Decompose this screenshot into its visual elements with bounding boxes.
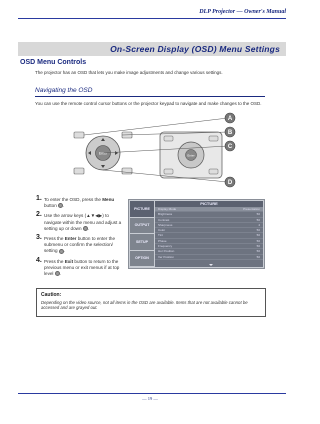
steps-list xyxy=(36,197,122,281)
callout-dot-icon xyxy=(83,226,88,231)
callout-d: D xyxy=(227,180,233,187)
footer-rule xyxy=(18,393,286,394)
osd-menu-screenshot xyxy=(128,199,265,269)
osd-menu-row[interactable]: Tint 50 xyxy=(155,233,263,238)
osd-controls-heading: OSD Menu Controls xyxy=(20,59,87,66)
osd-tab-picture[interactable]: PICTURE xyxy=(130,201,154,218)
osd-menu-row[interactable]: Frequency 50 xyxy=(155,244,263,249)
caution-text: Depending on the video source, not all items in the OSD are available. Items that are not available cannot be accessed and are grayed out. xyxy=(41,300,248,311)
running-header: DLP Projector — Owner's Manual xyxy=(199,9,286,15)
osd-menu-row[interactable]: Display Mode Presentation xyxy=(155,207,263,212)
callout-dot-icon xyxy=(55,271,60,276)
osd-menu-row[interactable]: Hor Position 50 xyxy=(155,249,263,254)
osd-tab-column xyxy=(130,201,154,267)
osd-picture-panel xyxy=(155,201,263,267)
osd-tab-option[interactable]: OPTION xyxy=(130,251,154,268)
page-number: — 19 — xyxy=(142,396,158,401)
osd-panel-title: PICTURE xyxy=(155,201,263,207)
osd-menu-row[interactable]: Brightness 50 xyxy=(155,212,263,217)
scroll-down-arrow-icon[interactable] xyxy=(209,264,213,266)
navigating-text: You can use the remote control cursor buttons or the projector keypad to navigate and make changes to the OSD. xyxy=(35,101,262,106)
step-4: 4. Press the Exit button to return to the previous menu or exit menus if at top level . xyxy=(36,256,120,277)
section-title: On-Screen Display (OSD) Menu Settings xyxy=(110,44,280,54)
osd-menu-row[interactable]: Ver Position 50 xyxy=(155,255,263,260)
remote-keypad-diagram xyxy=(60,112,240,192)
step-2: 2. Use the arrow keys (▲▼◀▶) to navigate within the menu and adjust a setting up or down . xyxy=(36,211,122,231)
caution-title: Caution: xyxy=(41,292,62,298)
section-banner xyxy=(18,42,286,56)
osd-menu-row[interactable]: Color 50 xyxy=(155,228,263,233)
navigating-rule xyxy=(35,96,265,97)
osd-menu-row[interactable]: Phase 50 xyxy=(155,239,263,244)
step-3: 3. Press the Enter button to enter the submenu or confirm the selection/ setting . xyxy=(36,234,116,254)
osd-tab-setup[interactable]: SETUP xyxy=(130,234,154,251)
keypad-enter-label: Enter xyxy=(187,153,195,158)
callout-dot-icon xyxy=(59,249,64,254)
callout-c: C xyxy=(227,144,233,151)
step-1: 1. To enter the OSD, press the Menu button . xyxy=(36,195,115,209)
projector-keypad xyxy=(160,132,222,178)
osd-menu-row[interactable]: Contrast 50 xyxy=(155,218,263,223)
callout-b: B xyxy=(227,130,233,137)
caution-box xyxy=(36,288,266,317)
callout-a: A xyxy=(227,116,233,123)
remote-enter-label: Enter xyxy=(98,151,108,156)
osd-tab-output[interactable]: OUTPUT xyxy=(130,218,154,235)
header-rule xyxy=(18,18,286,19)
callout-dot-icon xyxy=(58,203,63,208)
osd-menu-row[interactable]: Sharpness 4 xyxy=(155,223,263,228)
osd-controls-intro: The projector has an OSD that lets you make image adjustments and change various settings. xyxy=(35,70,223,75)
navigating-heading: Navigating the OSD xyxy=(35,87,93,94)
